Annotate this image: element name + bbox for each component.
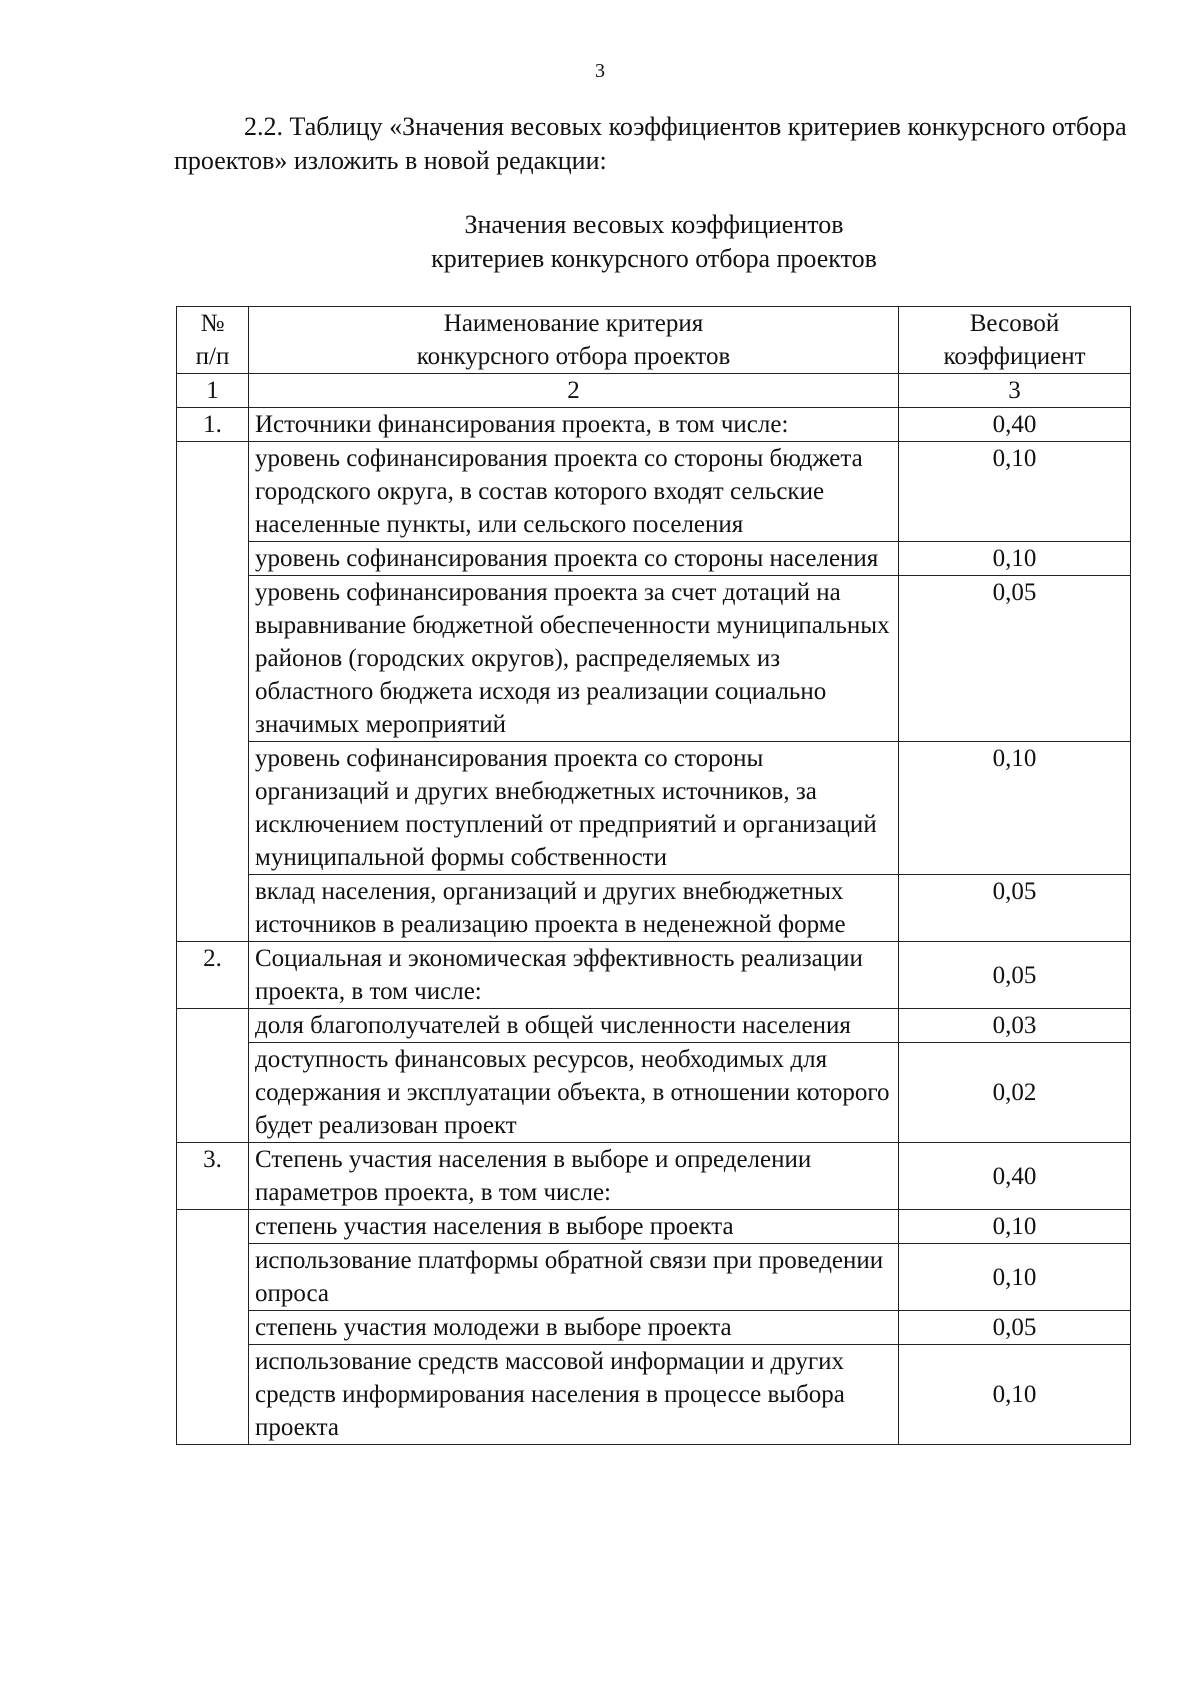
- table-row: [177, 1143, 1131, 1210]
- row-number: [177, 1345, 249, 1445]
- criterion-weight: 0,10: [899, 1345, 1131, 1445]
- criterion-weight: 0,05: [899, 875, 1131, 942]
- criterion-weight: 0,10: [899, 442, 1131, 542]
- table-row: [177, 1210, 1131, 1244]
- criterion-weight: 0,05: [899, 576, 1131, 742]
- table-row: [177, 875, 1131, 942]
- criterion-name: степень участия населения в выборе проекта: [249, 1210, 899, 1244]
- criterion-name: использование платформы обратной связи при проведении опроса: [249, 1244, 899, 1311]
- criterion-name: использование средств массовой информации и других средств информирования населения в процессе выбора проекта: [249, 1345, 899, 1445]
- criterion-weight: 0,40: [899, 1143, 1131, 1210]
- criterion-weight: 0,03: [899, 1009, 1131, 1043]
- row-number: [177, 1244, 249, 1311]
- criterion-weight: 0,05: [899, 1311, 1131, 1345]
- criterion-weight: 0,10: [899, 742, 1131, 875]
- row-number: 2.: [177, 942, 249, 1009]
- row-number: 1.: [177, 408, 249, 442]
- criterion-name: доступность финансовых ресурсов, необходимых для содержания и эксплуатации объекта, в отношении которого будет реализован проект: [249, 1043, 899, 1143]
- criterion-name: вклад населения, организаций и других внебюджетных источников в реализацию проекта в неденежной форме: [249, 875, 899, 942]
- criteria-weights-table: [176, 306, 1131, 1445]
- row-number: 3.: [177, 1143, 249, 1210]
- criterion-name: Источники финансирования проекта, в том числе:: [249, 408, 899, 442]
- intro-paragraph: 2.2. Таблицу «Значения весовых коэффициентов критериев конкурсного отбора проектов» изложить в новой редакции:: [174, 112, 1127, 175]
- criterion-weight: 0,10: [899, 1210, 1131, 1244]
- header-weight-line-2: коэффициент: [943, 343, 1086, 370]
- criterion-weight: 0,10: [899, 1244, 1131, 1311]
- header-criterion-name: [249, 307, 899, 374]
- criterion-name: уровень софинансирования проекта за счет дотаций на выравнивание бюджетной обеспеченности муниципальных районов (городских округов), распределяемых из областного бюджета исходя из реализации социально значимых мероприятий: [249, 576, 899, 742]
- criterion-name: степень участия молодежи в выборе проекта: [249, 1311, 899, 1345]
- header-weight: [899, 307, 1131, 374]
- header-number-line-2: п/п: [195, 343, 230, 370]
- header-number-line-1: №: [200, 310, 225, 337]
- criterion-name: Степень участия населения в выборе и определении параметров проекта, в том числе:: [249, 1143, 899, 1210]
- criterion-weight: 0,05: [899, 942, 1131, 1009]
- criterion-name: доля благополучателей в общей численности населения: [249, 1009, 899, 1043]
- criterion-weight: 0,02: [899, 1043, 1131, 1143]
- row-number: [177, 576, 249, 742]
- table-header-row: [177, 307, 1131, 374]
- table-row: [177, 408, 1131, 442]
- column-index-row: [177, 374, 1131, 408]
- table-row: [177, 942, 1131, 1009]
- table-row: [177, 1043, 1131, 1143]
- header-weight-line-1: Весовой: [969, 310, 1060, 337]
- criterion-name: Социальная и экономическая эффективность реализации проекта, в том числе:: [249, 942, 899, 1009]
- table-title: [174, 208, 1134, 276]
- column-index-1: 1: [177, 374, 249, 408]
- row-number: [177, 1210, 249, 1244]
- criterion-name: уровень софинансирования проекта со стороны организаций и других внебюджетных источников, за исключением поступлений от предприятий и организаций муниципальной формы собственности: [249, 742, 899, 875]
- criterion-weight: 0,10: [899, 542, 1131, 576]
- page-number: 3: [595, 60, 605, 82]
- row-number: [177, 442, 249, 542]
- table-row: [177, 1311, 1131, 1345]
- row-number: [177, 1311, 249, 1345]
- table-row: [177, 542, 1131, 576]
- table-row: [177, 442, 1131, 542]
- table-row: [177, 1009, 1131, 1043]
- table-row: [177, 742, 1131, 875]
- table-title-line-1: Значения весовых коэффициентов: [464, 210, 844, 239]
- table-row: [177, 576, 1131, 742]
- header-name-line-2: конкурсного отбора проектов: [416, 343, 731, 370]
- header-name-line-1: Наименование критерия: [443, 310, 704, 337]
- criterion-weight: 0,40: [899, 408, 1131, 442]
- row-number: [177, 542, 249, 576]
- criterion-name: уровень софинансирования проекта со стороны бюджета городского округа, в состав которого входят сельские населенные пункты, или сельского поселения: [249, 442, 899, 542]
- header-number: [177, 307, 249, 374]
- row-number: [177, 1009, 249, 1043]
- row-number: [177, 1043, 249, 1143]
- table-row: [177, 1345, 1131, 1445]
- table-title-line-2: критериев конкурсного отбора проектов: [431, 244, 877, 273]
- column-index-2: 2: [249, 374, 899, 408]
- criterion-name: уровень софинансирования проекта со стороны населения: [249, 542, 899, 576]
- column-index-3: 3: [899, 374, 1131, 408]
- table-row: [177, 1244, 1131, 1311]
- row-number: [177, 742, 249, 875]
- row-number: [177, 875, 249, 942]
